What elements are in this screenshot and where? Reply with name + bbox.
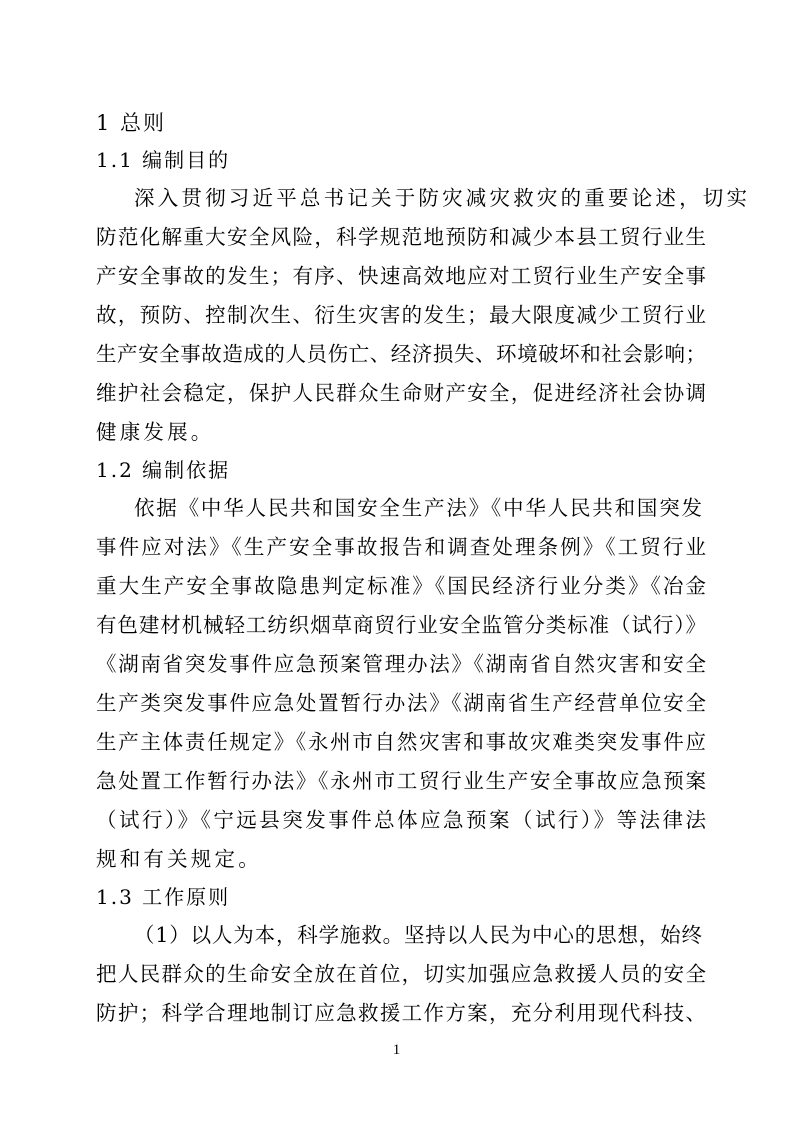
paragraph-line: 有色建材机械轻工纺织烟草商贸行业安全监管分类标准（试行）》 [96,613,706,637]
paragraph-line: 生产主体责任规定》《永州市自然灾害和事故灾难类突发事件应 [96,730,706,754]
paragraph-line: 产安全事故的发生；有序、快速高效地应对工贸行业生产安全事 [96,264,706,288]
paragraph-line: 防护；科学合理地制订应急救援工作方案，充分利用现代科技、 [96,1001,706,1025]
paragraph-line: 维护社会稳定，保护人民群众生命财产安全，促进经济社会协调 [96,381,706,405]
paragraph-line: 健康发展。 [96,420,215,444]
section-heading-1: 1 总则 [96,111,167,135]
page-number: 1 [392,1042,401,1058]
paragraph-line: 规和有关规定。 [96,847,262,871]
subsection-heading-1-1: 1.1 编制目的 [96,148,231,172]
paragraph-line: 生产安全事故造成的人员伤亡、经济损失、环境破坏和社会影响； [96,342,706,366]
paragraph-line: 急处置工作暂行办法》《永州市工贸行业生产安全事故应急预案 [96,769,706,793]
subsection-heading-1-2: 1.2 编制依据 [96,458,231,482]
paragraph-line: 《湖南省突发事件应急预案管理办法》《湖南省自然灾害和安全 [96,652,706,676]
paragraph-line: 深入贯彻习近平总书记关于防灾减灾救灾的重要论述，切实 [134,186,751,210]
paragraph-line: 事件应对法》《生产安全事故报告和调查处理条例》《工贸行业 [96,535,706,559]
paragraph-line: 依据《中华人民共和国安全生产法》《中华人民共和国突发 [134,496,702,520]
paragraph-line: （1）以人为本，科学施救。坚持以人民为中心的思想，始终 [134,923,702,947]
paragraph-line: 重大生产安全事故隐患判定标准》《国民经济行业分类》《冶金 [96,574,706,598]
paragraph-line: 把人民群众的生命安全放在首位，切实加强应急救援人员的安全 [96,962,706,986]
paragraph-line: 防范化解重大安全风险，科学规范地预防和减少本县工贸行业生 [96,225,706,249]
paragraph-line: （试行）》《宁远县突发事件总体应急预案（试行）》等法律法 [96,808,706,832]
paragraph-line: 故，预防、控制次生、衍生灾害的发生；最大限度减少工贸行业 [96,303,706,327]
paragraph-line: 生产类突发事件应急处置暂行办法》《湖南省生产经营单位安全 [96,691,706,715]
subsection-heading-1-3: 1.3 工作原则 [96,885,231,909]
